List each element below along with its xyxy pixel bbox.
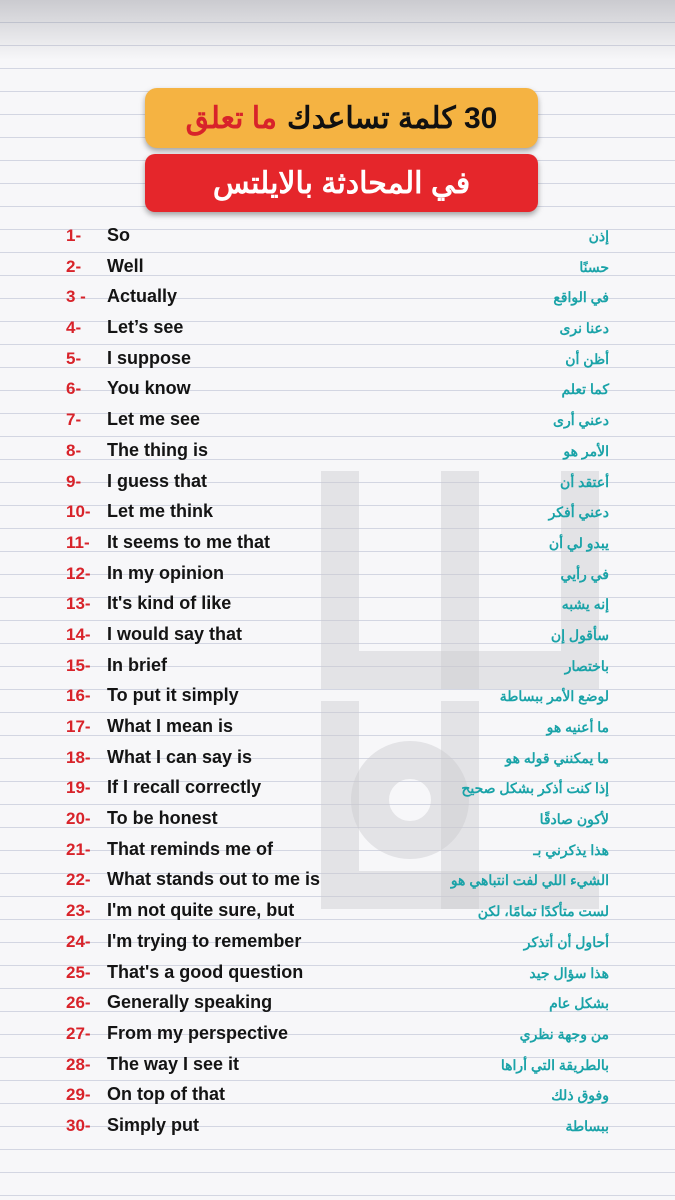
item-arabic: في الواقع xyxy=(553,289,609,306)
item-english: It's kind of like xyxy=(107,593,232,614)
item-number: 6- xyxy=(66,379,82,399)
list-item xyxy=(0,805,675,836)
item-english: What stands out to me is xyxy=(107,869,321,890)
item-number: 15- xyxy=(66,655,91,675)
item-arabic: إذن xyxy=(588,228,609,244)
item-english: Generally speaking xyxy=(107,992,273,1013)
list-item xyxy=(0,222,675,253)
item-arabic: ببساطة xyxy=(565,1117,609,1134)
item-number: 12- xyxy=(66,563,91,583)
title-accent-text: ما تعلق xyxy=(185,101,277,135)
item-english: What I mean is xyxy=(107,716,234,736)
item-arabic: لست متأكدًا تمامًا، لكن xyxy=(477,903,609,920)
list-item xyxy=(0,897,675,928)
list-item xyxy=(0,652,675,683)
list-item xyxy=(0,1112,675,1143)
item-english: The thing is xyxy=(107,439,208,460)
list-item xyxy=(0,468,675,499)
item-number: 21- xyxy=(66,839,91,859)
list-item xyxy=(0,713,675,744)
item-arabic: إنه يشبه xyxy=(561,596,609,613)
item-english: Let me think xyxy=(107,501,214,522)
item-arabic: دعني أرى xyxy=(553,412,609,429)
list-item xyxy=(0,590,675,621)
item-arabic: أحاول أن أتذكر xyxy=(523,933,609,950)
item-arabic: وفوق ذلك xyxy=(551,1087,609,1104)
list-item xyxy=(0,437,675,468)
list-item xyxy=(0,621,675,652)
list-item xyxy=(0,866,675,897)
item-number: 5- xyxy=(66,348,82,368)
list-item xyxy=(0,560,675,591)
item-arabic: هذا سؤال جيد xyxy=(529,964,609,981)
list-item xyxy=(0,1020,675,1051)
item-english: I would say that xyxy=(107,623,243,644)
list-item xyxy=(0,836,675,867)
item-number: 23- xyxy=(66,901,91,921)
item-number: 30- xyxy=(66,1115,91,1135)
title-text: 30 كلمة تساعدك xyxy=(287,101,498,135)
item-english: I'm not quite sure, but xyxy=(107,900,295,921)
list-item xyxy=(0,682,675,713)
item-english: If I recall correctly xyxy=(107,777,262,798)
list-item xyxy=(0,1051,675,1082)
item-english: That's a good question xyxy=(107,961,304,982)
item-number: 26- xyxy=(66,993,91,1013)
item-number: 29- xyxy=(66,1085,91,1105)
item-english: From my perspective xyxy=(107,1022,289,1043)
item-number: 24- xyxy=(66,931,91,951)
item-number: 8- xyxy=(66,440,82,460)
list-item xyxy=(0,774,675,805)
item-number: 3 - xyxy=(66,287,86,307)
item-number: 19- xyxy=(66,778,91,798)
item-number: 2- xyxy=(66,256,82,276)
item-arabic: ما أعنيه هو xyxy=(546,719,609,735)
item-number: 10- xyxy=(66,502,91,522)
item-arabic: لأكون صادقًا xyxy=(539,811,609,828)
item-arabic: الأمر هو xyxy=(563,442,609,459)
item-number: 4- xyxy=(66,318,82,338)
list-item xyxy=(0,989,675,1020)
item-english: Well xyxy=(107,255,144,276)
item-english: What I can say is xyxy=(107,746,253,767)
item-number: 28- xyxy=(66,1054,91,1074)
item-arabic: يبدو لي أن xyxy=(548,534,609,551)
item-arabic: كما تعلم xyxy=(561,381,609,398)
item-arabic: من وجهة نظري xyxy=(519,1025,609,1042)
item-english: I'm trying to remember xyxy=(107,930,302,951)
item-english: Simply put xyxy=(107,1114,200,1135)
list-item xyxy=(0,498,675,529)
item-arabic: ما يمكنني قوله هو xyxy=(505,749,609,766)
item-english: I suppose xyxy=(107,347,192,368)
item-arabic: بالطريقة التي أراها xyxy=(500,1056,609,1073)
phrase-list xyxy=(0,222,675,1143)
item-english: It seems to me that xyxy=(107,531,271,552)
top-shadow xyxy=(0,0,675,60)
list-item xyxy=(0,253,675,284)
item-arabic: أعتقد أن xyxy=(560,473,609,490)
item-arabic: باختصار xyxy=(564,657,609,674)
item-arabic: بشكل عام xyxy=(549,995,609,1012)
list-item xyxy=(0,345,675,376)
item-arabic: حسنًا xyxy=(579,258,609,275)
list-item xyxy=(0,406,675,437)
list-item xyxy=(0,744,675,775)
item-number: 18- xyxy=(66,747,91,767)
item-number: 17- xyxy=(66,717,91,736)
list-item xyxy=(0,375,675,406)
item-arabic: لوضع الأمر ببساطة xyxy=(499,688,609,705)
list-item xyxy=(0,928,675,959)
item-english: In brief xyxy=(107,654,168,675)
subtitle-text: في المحادثة بالايلتس xyxy=(212,166,471,200)
item-arabic: إذا كنت أذكر بشكل صحيح xyxy=(461,780,609,797)
item-arabic: أظن أن xyxy=(565,350,609,367)
item-english: To be honest xyxy=(107,808,218,829)
item-number: 20- xyxy=(66,809,91,829)
list-item xyxy=(0,529,675,560)
item-number: 27- xyxy=(66,1023,91,1043)
item-number: 13- xyxy=(66,594,91,614)
list-item xyxy=(0,283,675,314)
item-number: 14- xyxy=(66,624,91,644)
list-item xyxy=(0,1081,675,1112)
item-arabic: في رأيي xyxy=(560,565,609,582)
item-number: 16- xyxy=(66,686,91,706)
item-english: I guess that xyxy=(107,470,208,491)
item-english: Actually xyxy=(107,286,178,307)
item-english: The way I see it xyxy=(107,1053,240,1074)
item-english: To put it simply xyxy=(107,685,239,706)
item-english: So xyxy=(107,225,131,245)
item-english: Let me see xyxy=(107,409,201,430)
item-arabic: دعني أفكر xyxy=(548,504,609,521)
item-number: 11- xyxy=(66,532,90,552)
item-number: 25- xyxy=(66,962,91,982)
list-item xyxy=(0,959,675,990)
item-arabic: هذا يذكرني بـ xyxy=(533,841,609,858)
item-english: Let’s see xyxy=(107,317,184,338)
item-number: 7- xyxy=(66,410,82,430)
item-english: You know xyxy=(107,378,191,399)
item-number: 9- xyxy=(66,471,82,491)
item-english: In my opinion xyxy=(107,562,224,583)
item-english: That reminds me of xyxy=(107,838,274,859)
item-number: 1- xyxy=(66,226,82,245)
title-banner xyxy=(145,88,538,148)
item-arabic: دعنا نرى xyxy=(559,320,609,337)
item-number: 22- xyxy=(66,870,91,890)
item-arabic: الشيء اللي لفت انتباهي هو xyxy=(450,872,609,889)
item-arabic: سأقول إن xyxy=(550,626,609,643)
subtitle-banner xyxy=(145,154,538,212)
list-item xyxy=(0,314,675,345)
item-english: On top of that xyxy=(107,1084,225,1105)
